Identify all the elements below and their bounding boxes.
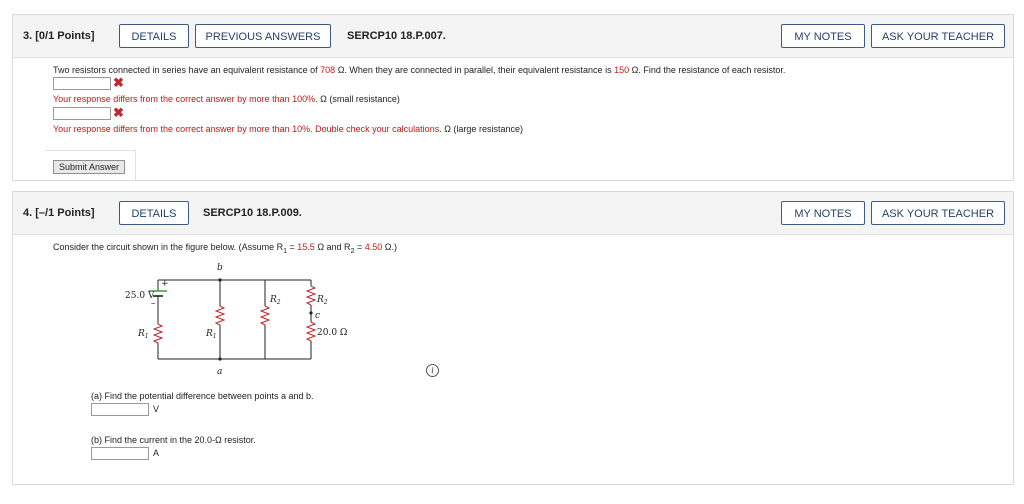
battery-plus: + — [161, 279, 169, 289]
question-4-number: 4. [–/1 Points] — [23, 207, 95, 219]
submit-answer-button[interactable]: Submit Answer — [53, 160, 125, 174]
feedback-large: Your response differs from the correct answer by more than 10%. Double check your calculations. Ω (large resistance) — [53, 124, 523, 134]
unit-amps: A — [153, 448, 160, 458]
question-4-prompt: Consider the circuit shown in the figure below. (Assume $R_1 = 15.5$ Ω and $R_2 = 4.50$ Ω.) — [53, 242, 397, 255]
part-a-question: (a) Find the potential difference between points a and b. — [91, 391, 314, 401]
resistor-20-label: 20.0 Ω — [317, 328, 348, 338]
r1-label-middle: $R_1$ — [206, 329, 217, 340]
battery-voltage-label: 25.0 V — [125, 291, 155, 301]
ask-your-teacher-button[interactable]: ASK YOUR TEACHER — [871, 201, 1005, 225]
question-4-header — [13, 192, 1013, 235]
part-b-question: (b) Find the current in the 20.0-Ω resistor. — [91, 435, 256, 445]
small-resistance-input[interactable] — [53, 77, 111, 90]
r2-value: 4.50 — [364, 242, 383, 252]
question-4-code: SERCP10 18.P.009. — [203, 207, 302, 219]
incorrect-icon: ✖ — [113, 105, 124, 120]
potential-difference-input[interactable] — [91, 403, 149, 416]
ask-your-teacher-button[interactable]: ASK YOUR TEACHER — [871, 24, 1005, 48]
point-a-label: a — [217, 367, 223, 377]
battery-minus: – — [151, 299, 156, 309]
feedback-small: Your response differs from the correct answer by more than 100%. Ω (small resistance) — [53, 94, 400, 104]
question-3-code: SERCP10 18.P.007. — [347, 30, 446, 42]
question-3-prompt: Two resistors connected in series have an equivalent resistance of 708 Ω. When they are connected in parallel, their equivalent resistance is 150 Ω. Find the resistance of each resistor. — [53, 65, 786, 75]
r2-label-right: $R_2$ — [317, 295, 328, 306]
details-button[interactable]: DETAILS — [119, 24, 189, 48]
previous-answers-button[interactable]: PREVIOUS ANSWERS — [195, 24, 331, 48]
unit-volts: V — [153, 404, 160, 414]
series-resistance-value: 708 — [320, 65, 336, 75]
r1-value: 15.5 — [297, 242, 315, 252]
large-resistance-input[interactable] — [53, 107, 111, 120]
details-button[interactable]: DETAILS — [119, 201, 189, 225]
parallel-resistance-value: 150 — [614, 65, 630, 75]
my-notes-button[interactable]: MY NOTES — [781, 201, 865, 225]
current-input[interactable] — [91, 447, 149, 460]
question-4-panel — [12, 191, 1014, 485]
question-3-number: 3. [0/1 Points] — [23, 30, 95, 42]
info-icon[interactable]: i — [426, 364, 439, 377]
point-b-label: b — [217, 263, 223, 273]
question-3-header — [13, 15, 1013, 58]
point-c-label: c — [315, 311, 321, 321]
circuit-diagram — [103, 256, 383, 386]
incorrect-icon: ✖ — [113, 75, 124, 90]
my-notes-button[interactable]: MY NOTES — [781, 24, 865, 48]
question-3-panel — [12, 14, 1014, 181]
r1-label-left: $R_1$ — [138, 329, 149, 340]
r2-label-middle: $R_2$ — [270, 295, 281, 306]
